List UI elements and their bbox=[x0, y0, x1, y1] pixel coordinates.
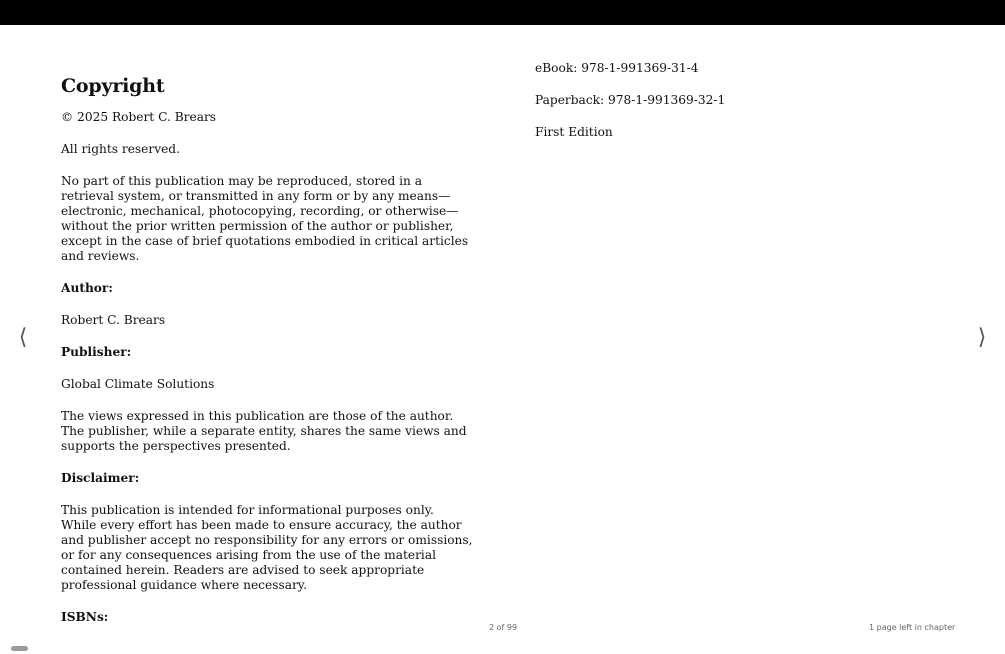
paperback-isbn: Paperback: 978-1-991369-32-1 bbox=[535, 93, 726, 107]
publisher-name: Global Climate Solutions bbox=[61, 377, 215, 391]
publisher-label: Publisher: bbox=[61, 345, 132, 359]
page-indicator: 2 of 99 bbox=[489, 623, 518, 632]
copyright-notice: © 2025 Robert C. Brears bbox=[61, 110, 217, 124]
views-statement: The views expressed in this publication are those of the author. The publisher, while a separate entity, shares the same views and supports the perspectives presented. bbox=[61, 409, 467, 453]
previous-page-button[interactable] bbox=[15, 325, 31, 351]
author-label: Author: bbox=[61, 281, 113, 295]
left-page bbox=[61, 75, 473, 642]
top-bar bbox=[0, 0, 1005, 25]
chapter-remaining-indicator: 1 page left in chapter bbox=[869, 623, 956, 632]
edition-statement: First Edition bbox=[535, 125, 613, 139]
rights-statement: All rights reserved. bbox=[61, 142, 180, 156]
next-page-button[interactable] bbox=[974, 325, 990, 351]
author-name: Robert C. Brears bbox=[61, 313, 166, 327]
right-page bbox=[535, 61, 945, 157]
isbns-label: ISBNs: bbox=[61, 610, 109, 624]
chevron-left-icon: ⟨ bbox=[18, 325, 28, 350]
disclaimer-text: This publication is intended for informational purposes only. While every effort has been made to ensure accuracy, the author and publisher accept no responsibility for any errors or omissions, or for any consequences arising from the use of the material contained herein. Readers are advised to seek appropriate professional guidance where necessary. bbox=[61, 503, 473, 592]
ebook-isbn: eBook: 978-1-991369-31-4 bbox=[535, 61, 699, 75]
scroll-handle[interactable] bbox=[11, 646, 28, 651]
reproduction-notice: No part of this publication may be reproduced, stored in a retrieval system, or transmitted in any form or by any means—electronic, mechanical, photocopying, recording, or otherwise—without the prior written permission of the author or publisher, except in the case of brief quotations embodied in critical articles and reviews. bbox=[61, 174, 469, 263]
chevron-right-icon: ⟩ bbox=[977, 325, 987, 350]
page-title: Copyright bbox=[61, 75, 165, 97]
disclaimer-label: Disclaimer: bbox=[61, 471, 140, 485]
